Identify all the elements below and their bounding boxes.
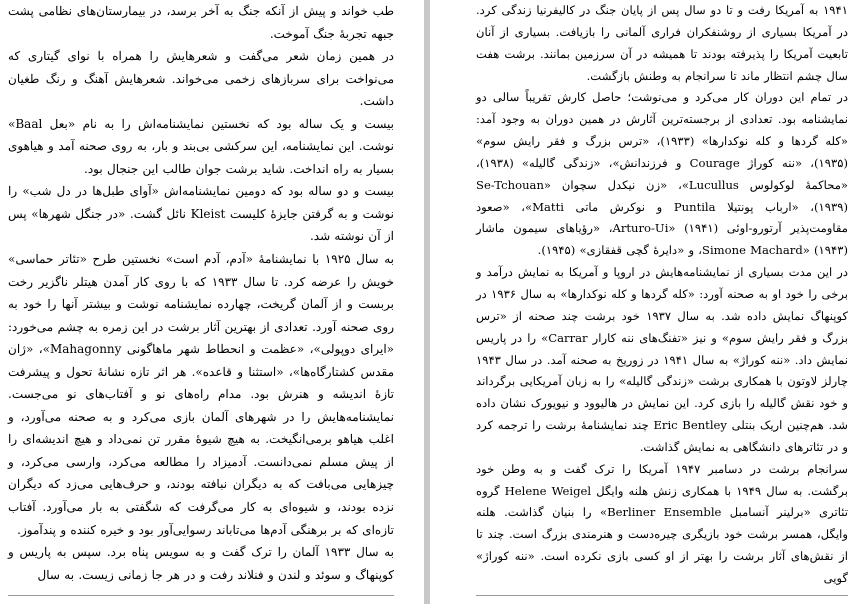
- right-page: [430, 0, 857, 604]
- right-page-text: [476, 0, 848, 590]
- paragraph: به سال ۱۹۲۵ با نمایشنامهٔ «آدم، آدم است» نخستین طرح «تئاتر حماسی» خویش را عرضه کرد. تا سال ۱۹۳۳ که با روی کار آمدن هیتلر ناگزیر رخت بربست و از آلمان گریخت، چهارده نمایشنامه نوشت و بیشتر آنها را خود به روی صحنه آورد. تعدادی از بهترین آثار برشت در این زمره به چشم می‌خورد: «ایرای دوپولی»، «عظمت و انحطاط شهر ماهاگونی Mahagonny»، «ژان مقدس کشتارگاه‌ها»، «استثنا و قاعده». هر اثر تازه نشانهٔ تحول و پیشرفت تازهٔ اندیشه و هنرش بود. مدام راه‌های نو و آفتاب‌های نو می‌جست. نمایشنامه‌هایش را در شهرهای آلمان بازی می‌کرد و به صحنه می‌آورد، و اغلب هیاهو برمی‌انگیخت. به هیچ شیوهٔ مقرر تن نمی‌داد و هیچ اندیشه‌ای را از پیش مسلم نمی‌دانست. آدمیزاد را مطالعه می‌کرد، وارسی می‌کرد، و چیزهایی می‌بافت که به دیگران نبافته بودند، و حرف‌هایی می‌زد که دیگران نزده بودند، و شیوه‌ای به کار می‌گرفت که شگفتی به بار می‌آورد. آفتاب تازه‌ای که بر برهنگی آدم‌ها می‌تاباند رسوایی‌آور بود و خیره کننده و پندآموز.: [8, 252, 394, 537]
- paragraph: در تمام این دوران کار می‌کرد و می‌نوشت؛ حاصل کارش تقریباً سالی دو نمایشنامه بود. تعدادی از برجسته‌ترین آثارش در همین دوران به وجود آمد: «کله گردها و کله نوکدارها» (۱۹۳۳)، «ترس بزرگ و فقر رایش سوم» (۱۹۳۵)، «ننه کوراژ Courage و فرزندانش»، «زندگی گالیله» (۱۹۳۸)، «محاکمهٔ لوکولوس Lucullus»، «زن نیکدل سچوان Se-Tchouan» (۱۹۳۹)، «ارباب پونتیلا Puntila و نوکرش ماتی Matti»، «صعود مقاومت‌پذیر آرتورو-اوئی Arturo-Ui» (۱۹۴۱)، «رؤیاهای سیمون ماشار Simone Machard» (۱۹۴۳)، و «دایرهٔ گچی قفقازی» (۱۹۴۵).: [476, 90, 848, 258]
- paragraph: سرانجام برشت در دسامبر ۱۹۴۷ آمریکا را ترک گفت و به وطن خود برگشت. به سال ۱۹۴۹ با همکاری زنش هلنه وایگل Helene Weigel گروه تئاتری «برلینر آنسامبل Berliner Ensemble» را بنیان گذاشت. هلنه وایگل، همسر برشت خود بازیگری چیره‌دست و هنرمندی بزرگ است. چند تا از نقش‌های آثار برشت را بهتر از او کسی بازی نکرده است. «ننه کوراژ» گویی: [476, 461, 849, 585]
- paragraph: بیست و دو ساله بود که دومین نمایشنامه‌اش «آوای طبل‌ها در دل شب» را نوشت و به گرفتن جایزهٔ کلیست Kleist نائل گشت. «در جنگل شهرها» پس از آن نوشته شد.: [8, 184, 394, 244]
- paragraph: طب خواند و پیش از آنکه جنگ به آخر برسد، در بیمارستان‌های نظامی پشت جبهه تجربهٔ جنگ آموخت.: [8, 4, 394, 41]
- left-page: [0, 0, 424, 604]
- paragraph: به سال ۱۹۳۳ آلمان را ترک گفت و به سویس پناه برد. سپس به پاریس و کوپنهاگ و سوئد و لندن و فنلاند رفت و در هر جا زمانی زیست. به سال: [8, 545, 394, 582]
- paragraph: در همین زمان شعر می‌گفت و شعرهایش را همراه با نوای گیتاری که می‌نواخت برای سربازهای زخمی می‌خواند. شعرهایش آهنگ و رنگ طغیان داشت.: [8, 49, 394, 109]
- paragraph: ۱۹۴۱ به آمریکا رفت و تا دو سال پس از پایان جنگ در کالیفرنیا زندگی کرد. در آمریکا بسیاری از روشنفکران فراری آلمانی را بازیافت. بسیاری از آنان تابعیت آمریکا را پذیرفته بودند تا همیشه در آن سرزمین بمانند. برشت هفت سال چشم انتظار ماند تا سرانجام به وطنش بازگشت.: [476, 3, 848, 83]
- left-page-text: [8, 0, 394, 586]
- paragraph: بیست و یک ساله بود که نخستین نمایشنامه‌اش را به نام «بعل Baal» نوشت. این نمایشنامه، این سرکشی بی‌بند و بار، به روی صحنه آمد و هیاهوی بسیار به راه انداخت. شاید برشت جوان طالب این جنجال بود.: [8, 116, 394, 176]
- paragraph: در این مدت بسیاری از نمایشنامه‌هایش در اروپا و آمریکا به نمایش درآمد و برخی را خود او به صحنه آورد: «کله گردها و کله نوکدارها» به سال ۱۹۳۶ در کوپنهاگ نمایش داده شد. به سال ۱۹۳۷ خود برشت چند صحنه از «ترس بزرگ و فقر رایش سوم» و نیز «تفنگ‌های ننه کارار Carrar» را در پاریس نمایش داد. «ننه کوراژ» به سال ۱۹۴۱ در زوریخ به صحنه آمد. در سال ۱۹۴۳ چارلز لاوتون با همکاری برشت «زندگی گالیله» را به زبان آمریکایی برگرداند و خود نقش گالیله را بازی کرد. این نمایش در هالیوود و نیویورک نشان داده شد. هم‌چنین اریک بنتلی Eric Bentley چند نمایشنامهٔ برشت را ترجمه کرد و در تئاترهای دانشگاهی به نمایش گذاشت.: [476, 265, 848, 454]
- bottom-rule: [476, 595, 848, 596]
- bottom-rule: [8, 595, 394, 596]
